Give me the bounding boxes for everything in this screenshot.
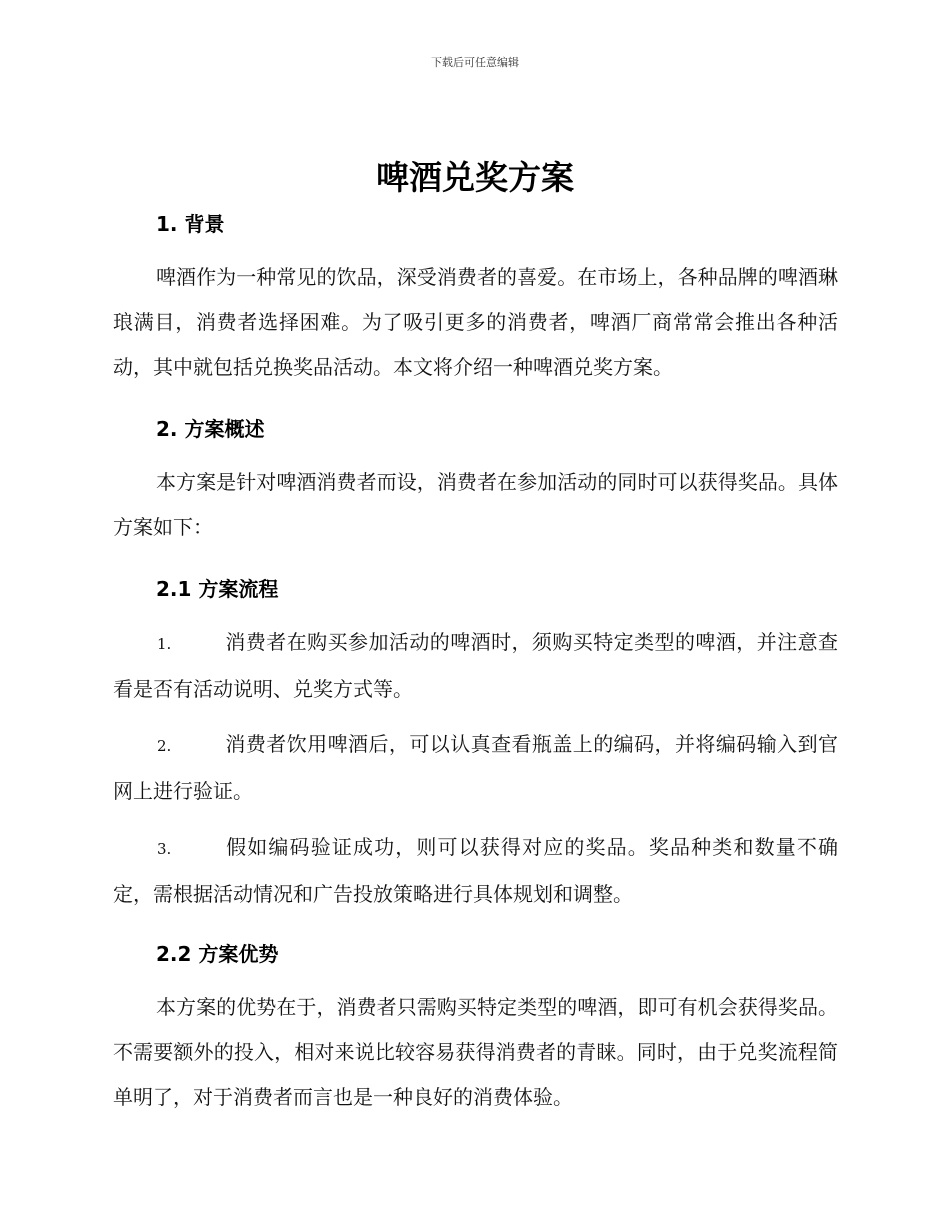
step-text: 消费者在购买参加活动的啤酒时，须购买特定类型的啤酒，并注意查看是否有活动说明、兑奖方式等。 [113, 630, 838, 701]
paragraph-overview: 本方案是针对啤酒消费者而设，消费者在参加活动的同时可以获得奖品。具体方案如下： [113, 470, 838, 539]
section-heading-advantages: 2.2 方案优势 [156, 942, 279, 966]
document-title: 啤酒兑奖方案 [376, 158, 574, 197]
step-text: 假如编码验证成功，则可以获得对应的奖品。奖品种类和数量不确定，需根据活动情况和广告投放策略进行具体规划和调整。 [113, 835, 838, 906]
paragraph-background: 啤酒作为一种常见的饮品，深受消费者的喜爱。在市场上，各种品牌的啤酒琳琅满目，消费者选择困难。为了吸引更多的消费者，啤酒厂商常常会推出各种活动，其中就包括兑换奖品活动。本文将介绍一种啤酒兑奖方案。 [113, 265, 838, 379]
step-number: 3. [157, 840, 172, 858]
process-step-2 [113, 722, 838, 814]
process-step-1 [113, 620, 838, 712]
step-number: 2. [157, 737, 172, 755]
step-number: 1. [157, 635, 172, 653]
section-heading-process: 2.1 方案流程 [156, 577, 279, 601]
section-heading-background: 1. 背景 [156, 212, 225, 236]
process-step-3 [113, 825, 838, 917]
page-header-note: 下载后可任意编辑 [431, 56, 519, 69]
section-heading-overview: 2. 方案概述 [156, 417, 265, 441]
paragraph-advantages: 本方案的优势在于，消费者只需购买特定类型的啤酒，即可有机会获得奖品。不需要额外的投入，相对来说比较容易获得消费者的青睐。同时，由于兑奖流程简单明了，对于消费者而言也是一种良好的消费体验。 [113, 995, 838, 1109]
step-text: 消费者饮用啤酒后，可以认真查看瓶盖上的编码，并将编码输入到官网上进行验证。 [113, 732, 838, 803]
